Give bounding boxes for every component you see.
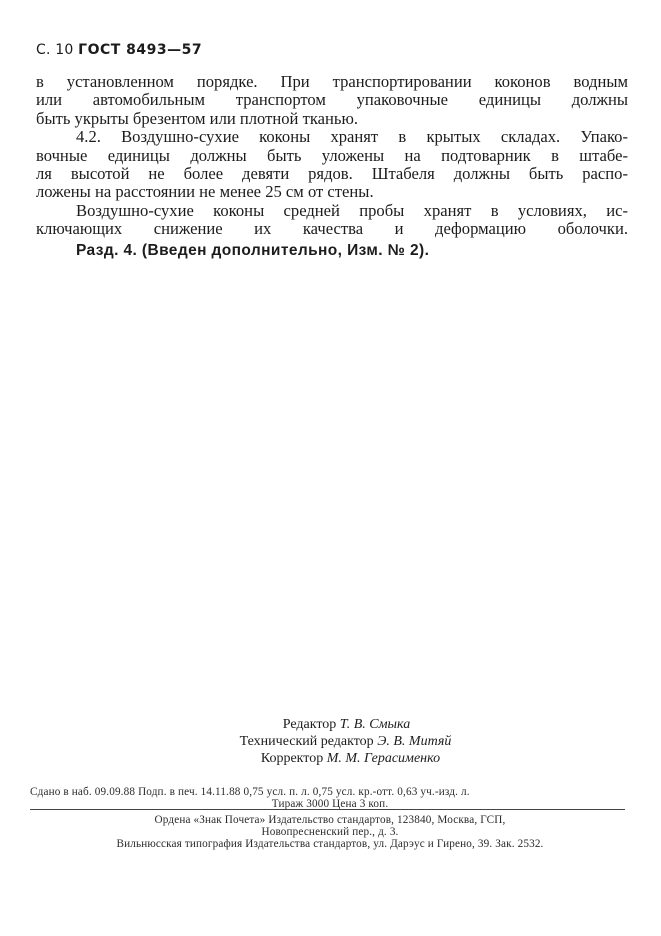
text-line: ложены на расстоянии не менее 25 см от стены. (36, 182, 374, 202)
imprint-block (30, 786, 630, 810)
amendment-note: Разд. 4. (Введен дополнительно, Изм. № 2). (76, 241, 430, 259)
publisher-block (30, 814, 630, 850)
standard-number: ГОСТ 8493—57 (78, 42, 203, 58)
text-line: вочные единицы должны быть уложены на подтоварник в штабе- (36, 145, 628, 165)
editor-name: Т. В. Смыка (339, 717, 411, 732)
publisher-line: Ордена «Знак Почета» Издательство стандартов, 123840, Москва, ГСП, (154, 814, 506, 826)
text-line: или автомобильным транспортом упаковочные единицы должны (36, 90, 628, 110)
page-header (36, 42, 202, 58)
corrector-credit (0, 750, 661, 767)
printer-line: Вильнюсская типография Издательства стандартов, ул. Дарэус и Гирено, 39. Зак. 2532. (116, 838, 544, 850)
tech-editor-role: Технический редактор (239, 734, 374, 749)
tech-editor-name: Э. В. Митяй (377, 734, 452, 749)
circulation-price: Тираж 3000 Цена 3 коп. (271, 798, 389, 810)
print-details: Сдано в наб. 09.09.88 Подп. в печ. 14.11.88 0,75 усл. п. л. 0,75 усл. кр.-отт. 0,63 уч.-изд. л. (30, 786, 470, 798)
text-line: ключающих снижение их качества и деформацию оболочки. (36, 219, 628, 239)
text-line: в установленном порядке. При транспортировании коконов водным (36, 72, 628, 91)
page-number: С. 10 (36, 42, 74, 58)
body-text (36, 73, 628, 260)
text-line: 4.2. Воздушно-сухие коконы хранят в крытых складах. Упако- (76, 127, 628, 147)
publisher-address: Новопресненский пер., д. 3. (261, 826, 399, 838)
text-line: Воздушно-сухие коконы средней пробы хранят в условиях, ис- (76, 200, 628, 220)
corrector-name: М. М. Герасименко (326, 751, 441, 766)
editor-credit (0, 716, 661, 733)
tech-editor-credit (0, 733, 661, 750)
text-line: ля высотой не более девяти рядов. Штабеля должны быть распо- (36, 164, 628, 184)
editor-role: Редактор (282, 717, 337, 732)
divider (30, 809, 625, 810)
corrector-role: Корректор (260, 751, 324, 766)
text-line: быть укрыты брезентом или плотной тканью. (36, 108, 358, 128)
staff-credits (0, 716, 661, 767)
